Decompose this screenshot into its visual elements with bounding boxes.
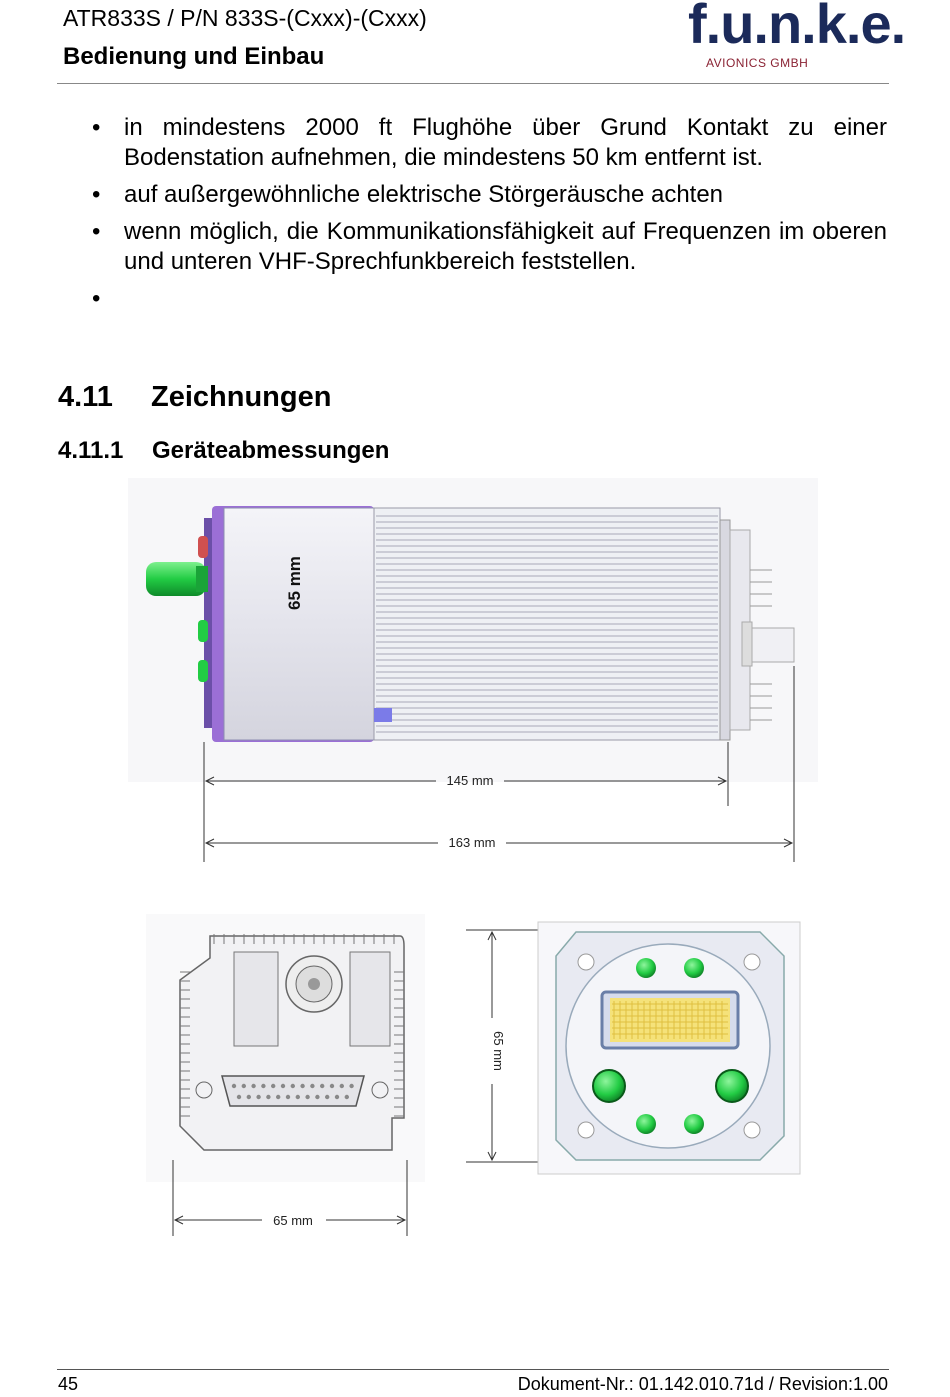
header-title: ATR833S / P/N 833S-(Cxxx)-(Cxxx) [63,5,427,31]
pin [335,1095,339,1099]
pin [320,1084,324,1088]
header-subtitle: Bedienung und Einbau [63,43,325,70]
button-knob [636,1114,656,1134]
pin [266,1095,270,1099]
screw-hole [578,954,594,970]
pin [349,1084,353,1088]
length-145-label: 145 mm [446,773,494,788]
front-view [538,922,800,1174]
subsection-title: Geräteabmessungen [152,437,390,464]
rotary-knob-right [716,1070,748,1102]
pin [310,1084,314,1088]
body-tab [374,708,392,722]
button-knob [636,958,656,978]
list-item: • in mindestens 2000 ft Flughöhe über Grund Kontakt zu einer Bodenstation aufnehmen, die mindestens 50 km entfernt ist. [92,114,887,171]
pin [281,1084,285,1088]
bullet-icon: • [92,285,101,312]
knob-shaft [196,566,208,592]
list-item: • wenn möglich, die Kommunikationsfähigkeit auf Frequenzen im oberen und unteren VHF-Sprechfunkbereich feststellen. [92,218,887,275]
length-163-label: 163 mm [448,835,496,850]
pin [296,1095,300,1099]
connector-stub [198,536,208,558]
pin [315,1095,319,1099]
pin [256,1095,260,1099]
pin [251,1084,255,1088]
pin [232,1084,236,1088]
section-title: Zeichnungen [151,381,332,413]
pin [271,1084,275,1088]
screw-hole [578,1122,594,1138]
page-number: 45 [58,1374,79,1394]
screw-hole [744,1122,760,1138]
rear-width-label: 65 mm [273,1213,313,1228]
logo-wordmark: f.u.n.k.e. [688,0,906,55]
front-housing [224,508,374,740]
bullet-icon: • [92,218,101,245]
button-knob [684,1114,704,1134]
pin [305,1095,309,1099]
rear-plate [720,520,730,740]
small-knob [198,660,208,682]
rear-view [146,914,425,1182]
front-height-label: 65 mm [491,1031,506,1071]
rotary-knob-left [593,1070,625,1102]
bullet-icon: • [92,181,101,208]
antenna-socket-pin [308,978,320,990]
pin [247,1095,251,1099]
button-knob [684,958,704,978]
antenna-connector [752,628,794,662]
height-dimension-label: 65 mm [285,556,304,610]
antenna-flange [742,622,752,666]
logo-tagline: AVIONICS GMBH [706,56,809,70]
pin [286,1095,290,1099]
pin [325,1095,329,1099]
pin [330,1084,334,1088]
pin [345,1095,349,1099]
document-number: Dokument-Nr.: 01.142.010.71d / Revision:1.00 [517,1374,888,1394]
fin-block-right [350,952,390,1046]
pin [242,1084,246,1088]
fin-block-left [234,952,278,1046]
pin [340,1084,344,1088]
pin [276,1095,280,1099]
pin [261,1084,265,1088]
section-number: 4.11 [58,381,113,413]
side-view [128,478,818,782]
subsection-number: 4.11.1 [58,437,124,464]
pin [291,1084,295,1088]
bullet-icon: • [92,114,101,141]
small-knob [198,620,208,642]
pin [300,1084,304,1088]
sub-d-connector [222,1076,364,1106]
pin [237,1095,241,1099]
display-screen [610,998,730,1042]
screw-hole [744,954,760,970]
footer-divider [57,1369,889,1370]
list-item: • auf außergewöhnliche elektrische Störgeräusche achten [92,181,724,208]
